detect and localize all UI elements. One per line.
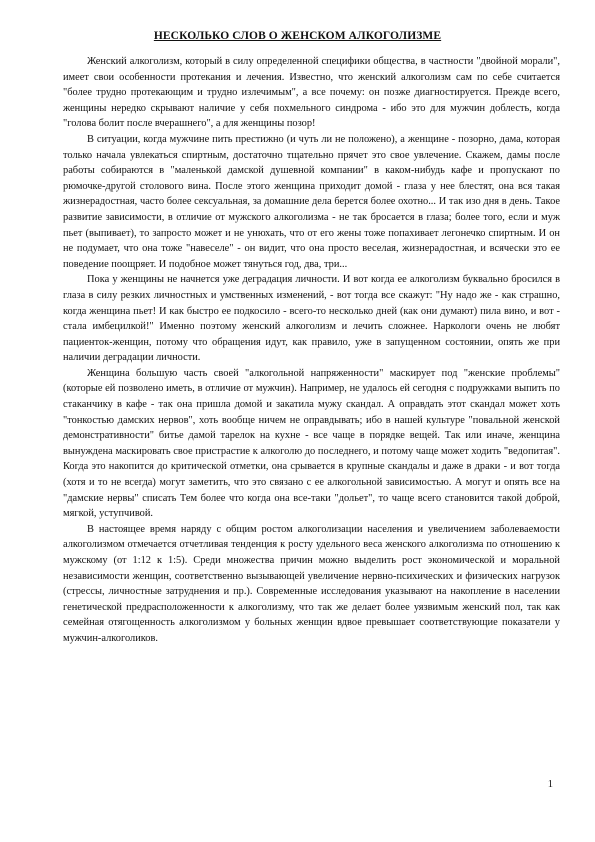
paragraph: В ситуации, когда мужчине пить престижно (и чуть ли не положено), а женщине - позорно, дама, которая только начала увлекаться спиртным, достаточно тщательно прячет это свое увлечение. Скажем, дамы после работы собираются в "маленькой дамской душевной компании" в каком-нибудь кафе и пропускают по рюмочке-другой столового вина. После этого женщина приходит домой - глаза у нее блестят, она вся такая жизнерадостная, часто более сексуальная, за домашние дела берется более охотно... И так изо дня в день. Такое развитие зависимости, в отличие от мужского алкоголизма - не так бросается в глаза; более того, если и муж пьет (выпивает), то запросто может и не унюхать, что от его жены тоже попахивает легонечко спиртным. И он не подумает, что она тоже "навеселе" - он видит, что она просто веселая, жизнерадостная, и всячески это ее поведение поощряет. И подобное может тянуться год, два, три...: [63, 133, 560, 270]
paragraph: Женский алкоголизм, который в силу определенной специфики общества, в частности "двойной морали", имеет свои особенности протекания и лечения. Известно, что женский алкоголизм сам по себе считается "более трудно протекающим и трудно излечимым", а все почему: он позже диагностируется. Прежде всего, женщины нередко скрывают наличие у себя похмельного синдрома - ибо это для мужчин доблесть, когда "голова болит после вчерашнего", а для женщины позор!: [63, 56, 560, 130]
page-number: 1: [547, 779, 553, 790]
paragraph: В настоящее время наряду с общим ростом алкоголизации населения и увеличением заболеваемости алкоголизмом отмечается отчетливая тенденция к росту удельного веса женского алкоголизма по отношению к мужскому (от 1:12 к 1:5). Среди множества причин можно выделить рост экономической и моральной независимости женщин, соответственно вызывающей увеличение нервно-психических и физических нагрузок (стрессы, личностные затруднения и пр.). Современные исследования указывают на накопление в населении генетической предрасположенности к алкоголизму, что так же делает более уязвимым женский пол, так как семейная отягощенность алкоголизмом у больных женщин вдвое превышает соответствующие показатели у мужчин-алкоголиков.: [63, 523, 560, 644]
document-body: [63, 54, 560, 647]
paragraph: Пока у женщины не начнется уже деградация личности. И вот когда ее алкоголизм буквально бросился в глаза в силу резких личностных и умственных изменений, - вот тогда все скажут: "Ну надо же - как страшно, когда женщина пьет! И как быстро ее подкосило - всего-то несколько дней (как они думают) пила вино, и вот - стала имбецилкой!" Именно поэтому женский алкоголизм и лечить сложнее. Наркологи очень не любят пациенток-женщин, потому что обращения идут, как правило, уже в запущенном состоянии, опять же при наличии деградации личности.: [63, 274, 560, 364]
paragraph: Женщина большую часть своей "алкогольной напряженности" маскирует под "женские проблемы" (которые ей позволено иметь, в отличие от мужчин). Например, не удалось ей сегодня с подружками выпить по стаканчику в кафе - так она пришла домой и закатила мужу скандал. А оправдать этот скандал может хоть "тонкостью дамских нервов", хоть вообще ничем не оправдывать; ибо в нашей культуре "повальной женской демонстративности" битье дамой тарелок на кухне - все чаще в порядке вещей. Так или иначе, женщина вынуждена маскировать свое пристрастие к алкоголю до последнего, и потому чаще может ходить "ведопитая". Когда это накопится до критической отметки, она срывается в крупные скандалы и даже в драки - и вот тогда (хотя и то не всегда) могут заметить, что это связано с ее алкогольной зависимостью. А могут и опять все на "дамские нервы" списать Тем более что когда она все-таки "дольет", то чаще всего становится такой доброй, мягкой, уступчивой.: [63, 367, 560, 520]
document-title: НЕСКОЛЬКО СЛОВ О ЖЕНСКОМ АЛКОГОЛИЗМЕ: [153, 30, 442, 42]
